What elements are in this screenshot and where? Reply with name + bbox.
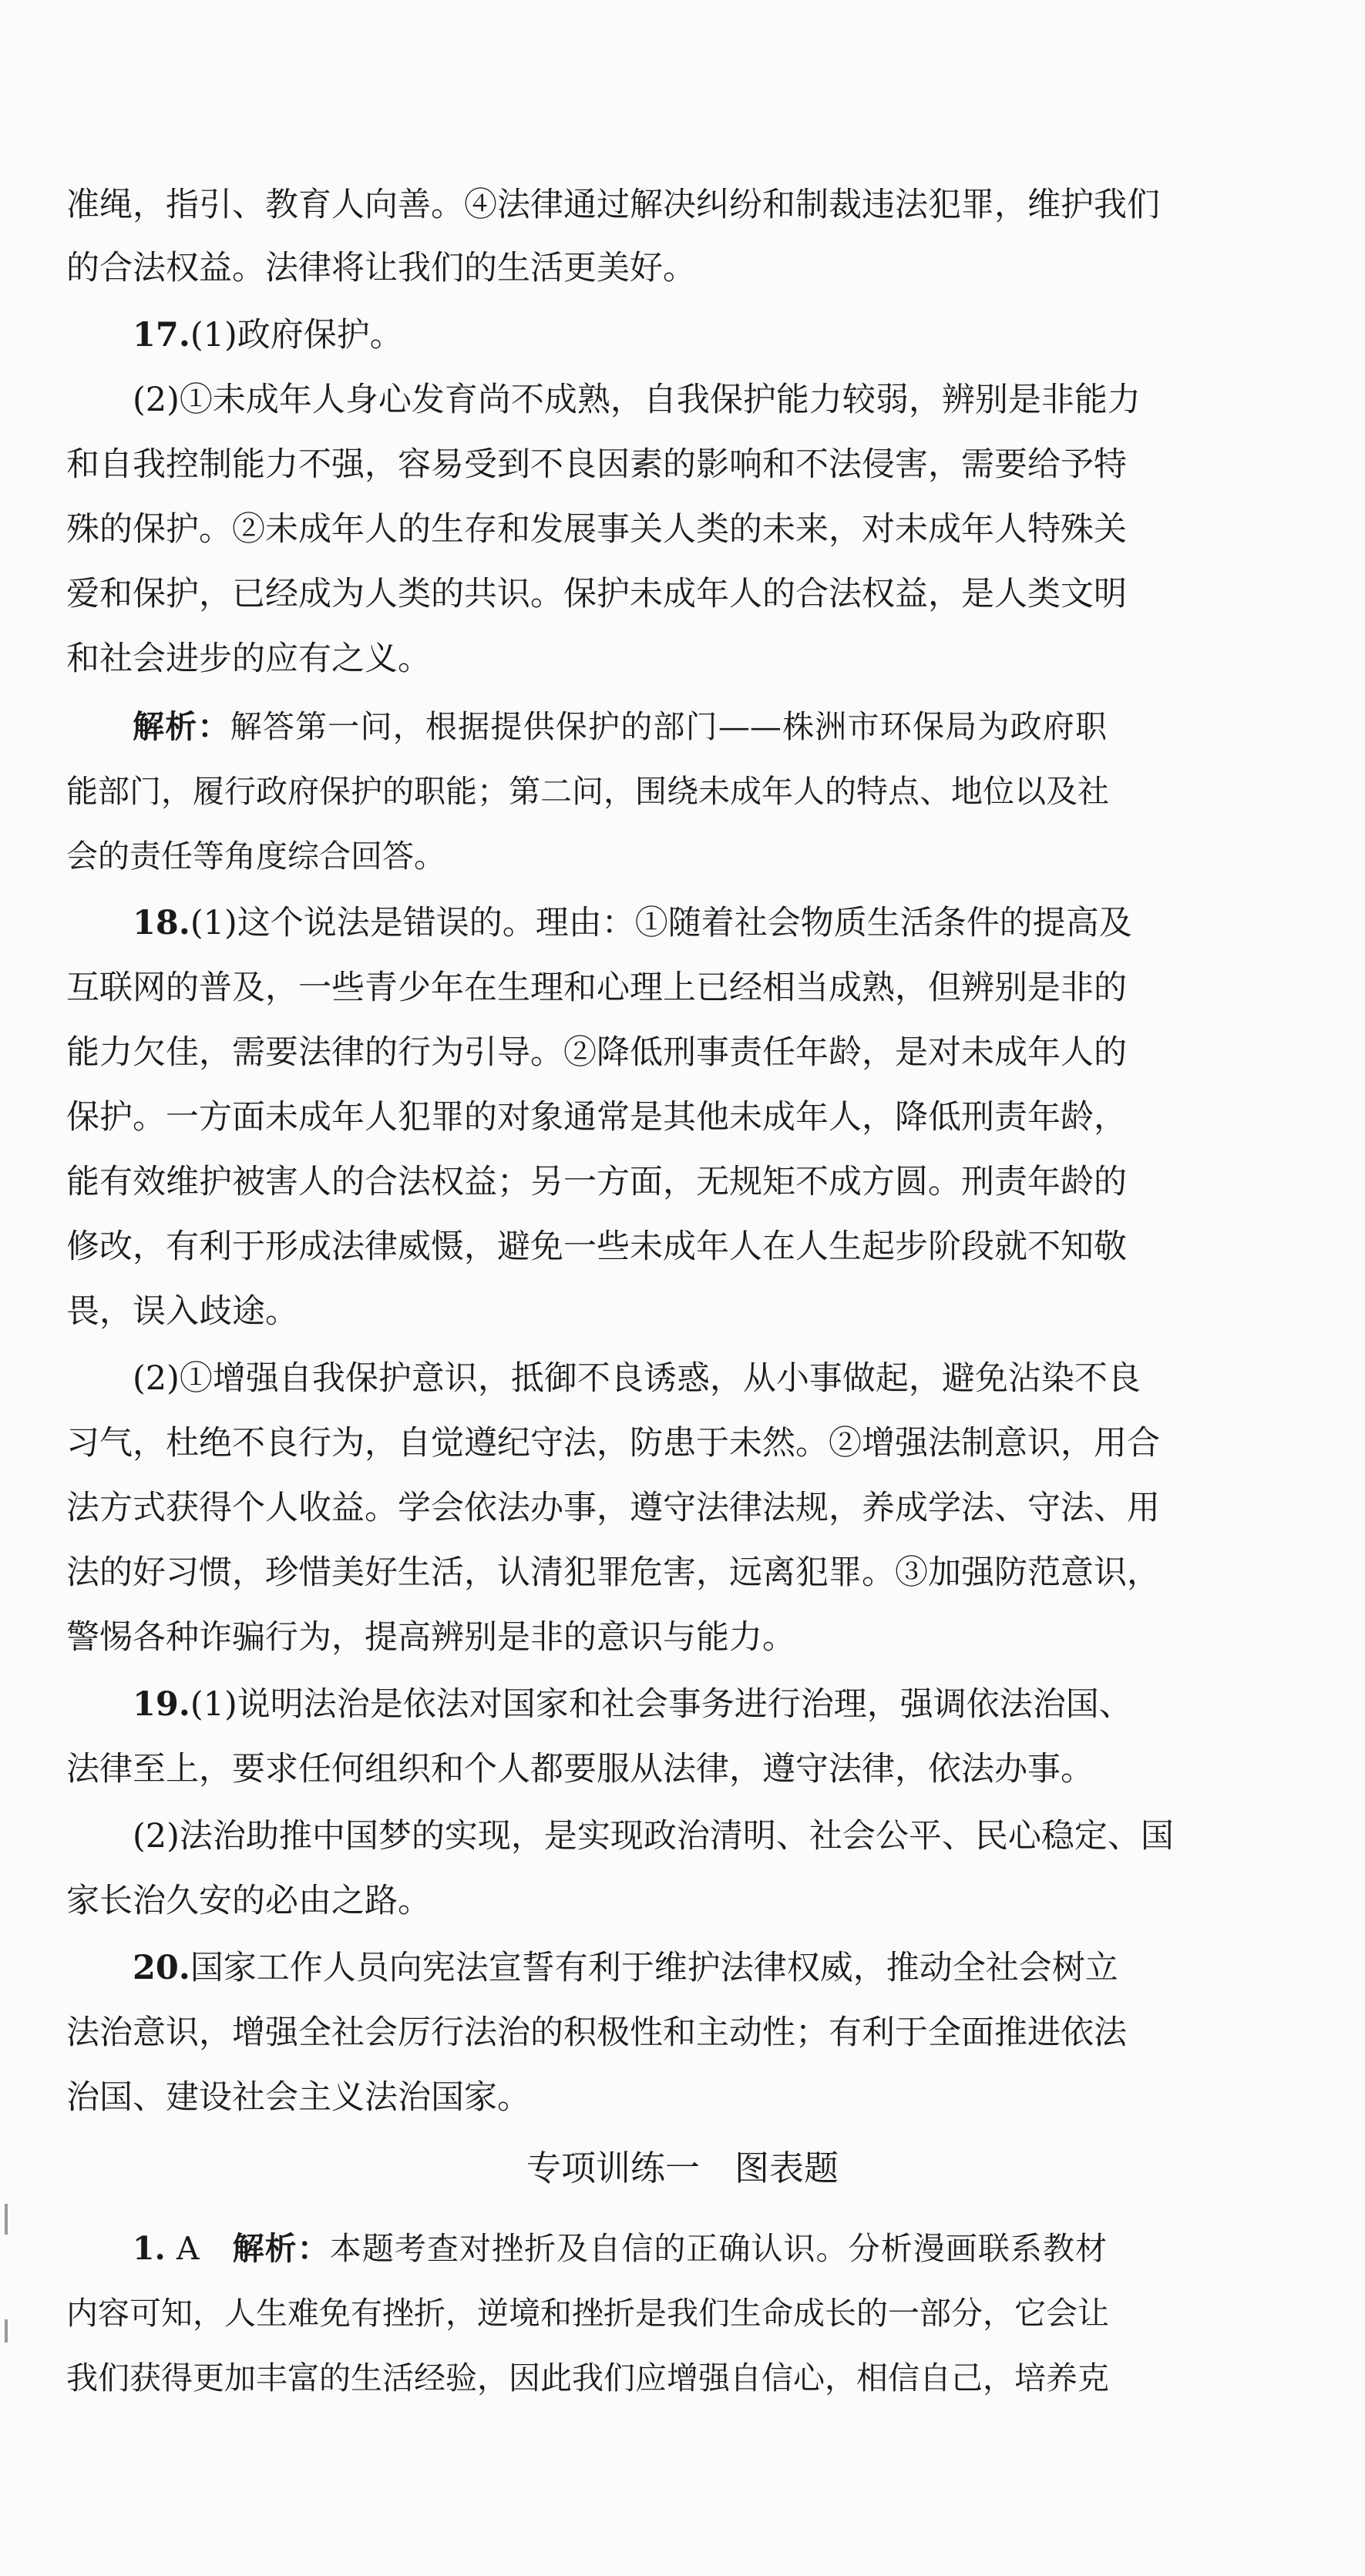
text-line: 准绳，指引、教育人向善。④法律通过解决纠纷和制裁违法犯罪，维护我们 <box>66 186 1160 224</box>
text-line: 能力欠佳，需要法律的行为引导。②降低刑事责任年龄，是对未成年人的 <box>66 1033 1127 1072</box>
text-line: 修改，有利于形成法律威慑，避免一些未成年人在人生起步阶段就不知敬 <box>66 1228 1127 1266</box>
question-18: 18.(1)这个说法是错误的。理由：①随着社会物质生活条件的提高及 <box>133 904 1132 942</box>
text-line: 家长治久安的必由之路。 <box>66 1882 431 1920</box>
explanation-label: 解析： <box>232 2230 330 2267</box>
question-number: 18. <box>133 904 190 942</box>
text-line: 的合法权益。法律将让我们的生活更美好。 <box>66 249 696 287</box>
text-line: 警惕各种诈骗行为，提高辨别是非的意识与能力。 <box>66 1618 795 1657</box>
question-17 <box>133 315 1107 355</box>
text-line: 爱和保护，已经成为人类的共识。保护未成年人的合法权益，是人类文明 <box>66 575 1127 613</box>
question-number: 1. <box>133 2230 166 2267</box>
text-line: 治国、建设社会主义法治国家。 <box>66 2078 530 2117</box>
scan-mark <box>5 2204 8 2235</box>
question-20: 20.国家工作人员向宪法宣誓有利于维护法律权威，推动全社会树立 <box>133 1949 1118 1987</box>
explanation-line: 会的责任等角度综合回答。 <box>66 838 445 875</box>
question-number: 17. <box>133 316 190 354</box>
text-line: 法律至上，要求任何组织和个人都要服从法律，遵守法律，依法办事。 <box>66 1750 1094 1788</box>
text-line: 能有效维护被害人的合法权益；另一方面，无规矩不成方圆。刑责年龄的 <box>66 1163 1127 1201</box>
explanation-label: 解析： <box>133 708 230 745</box>
explanation-line: 能部门，履行政府保护的职能；第二问，围绕未成年人的特点、地位以及社 <box>66 773 1109 810</box>
text-line: (2)①增强自我保护意识，抵御不良诱惑，从小事做起，避免沾染不良 <box>133 1359 1141 1398</box>
question-19: 19.(1)说明法治是依法对国家和社会事务进行治理，强调依法治国、 <box>133 1685 1132 1724</box>
section-heading: 专项训练一 图表题 <box>526 2148 839 2188</box>
question-s1: 1. A 解析：本题考查对挫折及自信的正确认识。分析漫画联系教材 <box>133 2230 1108 2267</box>
text-line: (2)①未成年人身心发育尚不成熟，自我保护能力较弱，辨别是非能力 <box>133 381 1141 419</box>
scan-mark <box>5 2319 8 2343</box>
text-line: (2)法治助推中国梦的实现，是实现政治清明、社会公平、民心稳定、国 <box>133 1817 1174 1856</box>
question-number: 19. <box>133 1685 190 1724</box>
answer-choice: A <box>176 2230 200 2267</box>
text-line: 殊的保护。②未成年人的生存和发展事关人类的未来，对未成年人特殊关 <box>66 510 1127 549</box>
text-line: 畏，误入歧途。 <box>66 1292 298 1331</box>
answer-text: (1)政府保护。 <box>190 316 403 354</box>
explanation-line: 解析：解答第一问，根据提供保护的部门——株洲市环保局为政府职 <box>133 708 1108 745</box>
question-number: 20. <box>133 1949 190 1987</box>
text-line: 互联网的普及，一些青少年在生理和心理上已经相当成熟，但辨别是非的 <box>66 969 1127 1007</box>
explanation-line: 我们获得更加丰富的生活经验，因此我们应增强自信心，相信自己，培养克 <box>66 2359 1109 2396</box>
text-line: 保护。一方面未成年人犯罪的对象通常是其他未成年人，降低刑责年龄， <box>66 1098 1127 1137</box>
text-line: 法方式获得个人收益。学会依法办事，遵守法律法规，养成学法、守法、用 <box>66 1489 1160 1527</box>
text-line: 习气，杜绝不良行为，自觉遵纪守法，防患于未然。②增强法制意识，用合 <box>66 1424 1160 1463</box>
text-line: 和自我控制能力不强，容易受到不良因素的影响和不法侵害，需要给予特 <box>66 445 1127 484</box>
text-line: 法治意识，增强全社会厉行法治的积极性和主动性；有利于全面推进依法 <box>66 2013 1127 2052</box>
text-line: 和社会进步的应有之义。 <box>66 640 431 678</box>
text-line: 法的好习惯，珍惜美好生活，认清犯罪危害，远离犯罪。③加强防范意识， <box>66 1553 1160 1592</box>
explanation-line: 内容可知，人生难免有挫折，逆境和挫折是我们生命成长的一部分，它会让 <box>66 2295 1109 2332</box>
